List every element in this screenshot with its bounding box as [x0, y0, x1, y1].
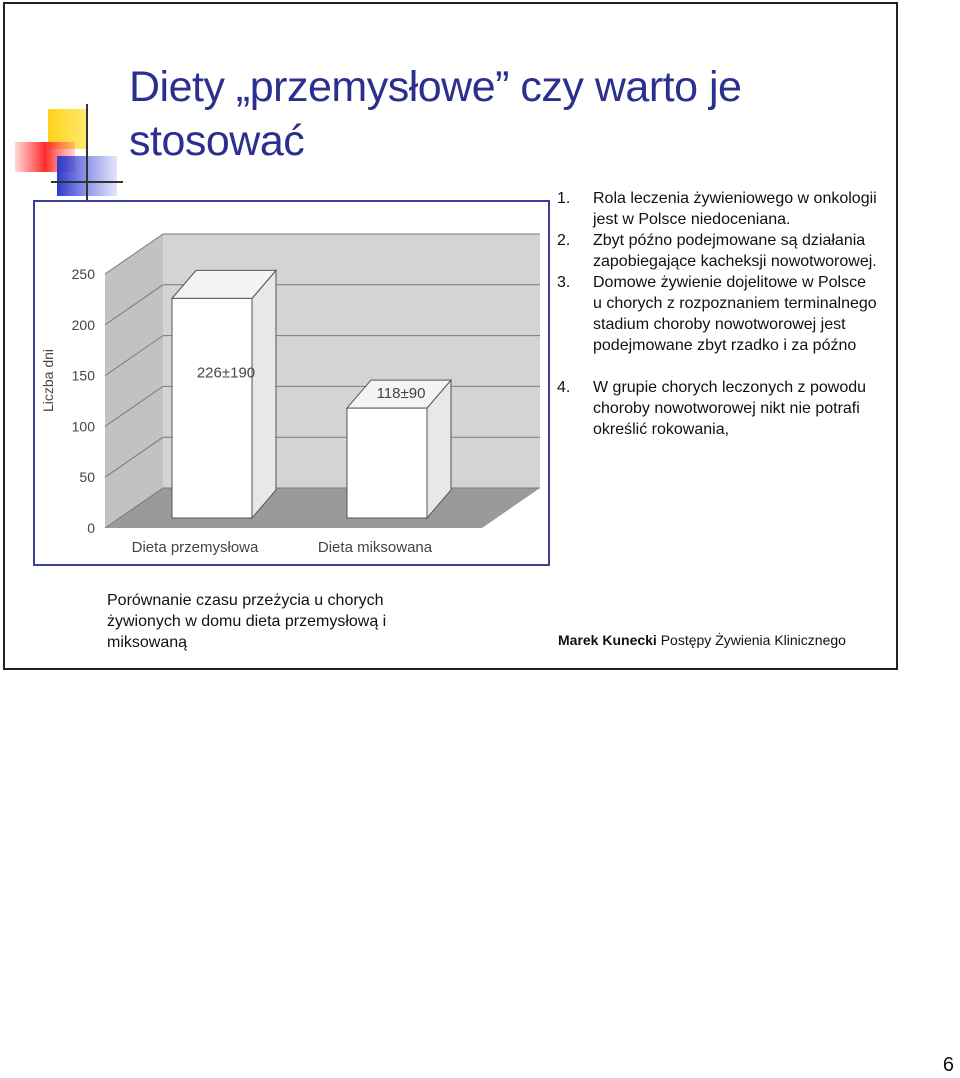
list-item: [557, 377, 877, 440]
item-text: Zbyt późno podejmowane są działania zapobiegające kacheksji nowotworowej.: [593, 232, 877, 270]
item-text: Domowe żywienie dojelitowe w Polsce u chorych z rozpoznaniem terminalnego stadium choroby nowotworowej jest podejmowane zbyt rzadko i za późno: [593, 274, 877, 354]
source-author: Marek Kunecki: [558, 632, 657, 648]
item-number: 1.: [557, 190, 571, 207]
bar: [172, 298, 252, 518]
y-tick-label: 200: [71, 316, 95, 333]
chart-svg: [35, 202, 548, 564]
y-tick-label: 100: [71, 418, 95, 435]
chart-floor: [105, 488, 540, 528]
survival-chart: [33, 200, 550, 566]
x-category-label: Dieta przemysłowa: [131, 539, 259, 556]
slide-title: Diety „przemysłowe” czy warto je stosować: [129, 63, 742, 165]
item-text: Rola leczenia żywieniowego w onkologii jest w Polsce niedoceniana.: [593, 190, 877, 228]
bar-data-label: 226±190: [196, 364, 256, 382]
item-number: 2.: [557, 232, 571, 249]
bullet-list: [557, 188, 877, 440]
bar: [347, 408, 427, 518]
list-item: [557, 230, 877, 272]
y-tick-label: 50: [79, 469, 95, 486]
y-tick-label: 0: [87, 520, 95, 536]
y-axis-label: Liczba dni: [40, 348, 56, 412]
slide-decoration: [15, 104, 125, 204]
y-tick-label: 150: [71, 367, 95, 384]
y-tick-label: 250: [71, 266, 95, 282]
source-citation: [558, 632, 846, 648]
page-number: 6: [942, 1054, 954, 1076]
chart-side-wall: [105, 234, 163, 528]
item-number: 3.: [557, 274, 571, 291]
bar-side: [252, 270, 276, 518]
item-text: W grupie chorych leczonych z powodu choroby nowotworowej nikt nie potrafi określić rokowania,: [593, 379, 867, 438]
chart-caption: Porównanie czasu przeżycia u chorych żywionych w domu dieta przemysłową i miksowaną: [107, 592, 387, 651]
list-item: [557, 272, 877, 356]
list-item: [557, 188, 877, 230]
item-number: 4.: [557, 379, 571, 396]
bar-data-label: 118±90: [376, 385, 426, 403]
source-publication: Postępy Żywienia Klinicznego: [660, 632, 846, 648]
x-category-label: Dieta miksowana: [317, 539, 433, 556]
